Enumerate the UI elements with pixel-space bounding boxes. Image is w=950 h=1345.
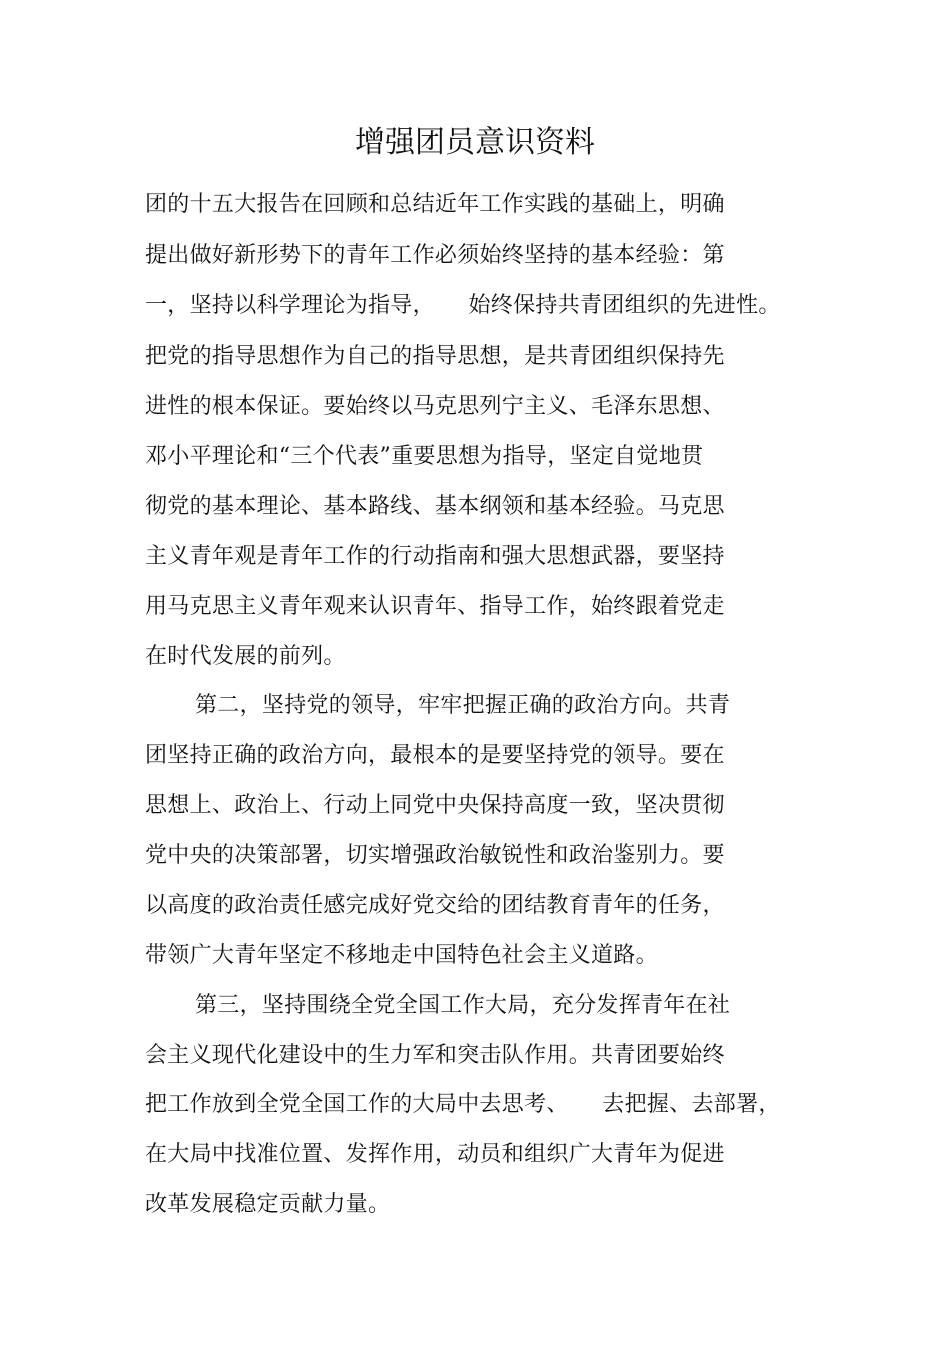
body-line: 进性的根本保证。要始终以马克思列宁主义、毛泽东思想、 <box>145 394 725 419</box>
body-line: 以高度的政治责任感完成好党交给的团结教育青年的任务， <box>145 893 725 918</box>
body-line: 团坚持正确的政治方向，最根本的是要坚持党的领导。要在 <box>145 743 725 768</box>
body-line: 主义青年观是青年工作的行动指南和强大思想武器，要坚持 <box>145 544 725 569</box>
body-line: 党中央的决策部署，切实增强政治敏锐性和政治鉴别力。要 <box>145 843 725 868</box>
body-line: 把党的指导思想作为自己的指导思想，是共青团组织保持先 <box>145 344 725 369</box>
body-line: 提出做好新形势下的青年工作必须始终坚持的基本经验：第 <box>145 243 725 268</box>
body-line: 彻党的基本理论、基本路线、基本纲领和基本经验。马克思 <box>145 494 725 519</box>
body-line: 团的十五大报告在回顾和总结近年工作实践的基础上，明确 <box>145 192 725 217</box>
paragraph-first-line: 第三，坚持围绕全党全国工作大局，充分发挥青年在社 <box>195 993 731 1018</box>
body-line: 带领广大青年坚定不移地走中国特色社会主义道路。 <box>145 943 658 968</box>
body-line: 一，坚持以科学理论为指导， 始终保持共青团组织的先进性。 <box>145 293 781 318</box>
body-line: 用马克思主义青年观来认识青年、指导工作，始终跟着党走 <box>145 594 725 619</box>
body-line: 在时代发展的前列。 <box>145 644 346 669</box>
paragraph-first-line: 第二，坚持党的领导，牢牢把握正确的政治方向。共青 <box>195 693 731 718</box>
body-line: 邓小平理论和“三个代表”重要思想为指导，坚定自觉地贯 <box>145 444 704 469</box>
document-title: 增强团员意识资料 <box>355 125 595 160</box>
body-line: 把工作放到全党全国工作的大局中去思考、 去把握、去部署， <box>145 1092 781 1117</box>
body-line: 在大局中找准位置、发挥作用，动员和组织广大青年为促进 <box>145 1142 725 1167</box>
body-line: 改革发展稳定贡献力量。 <box>145 1192 391 1217</box>
body-line: 思想上、政治上、行动上同党中央保持高度一致，坚决贯彻 <box>145 793 725 818</box>
body-line: 会主义现代化建设中的生力军和突击队作用。共青团要始终 <box>145 1043 725 1068</box>
